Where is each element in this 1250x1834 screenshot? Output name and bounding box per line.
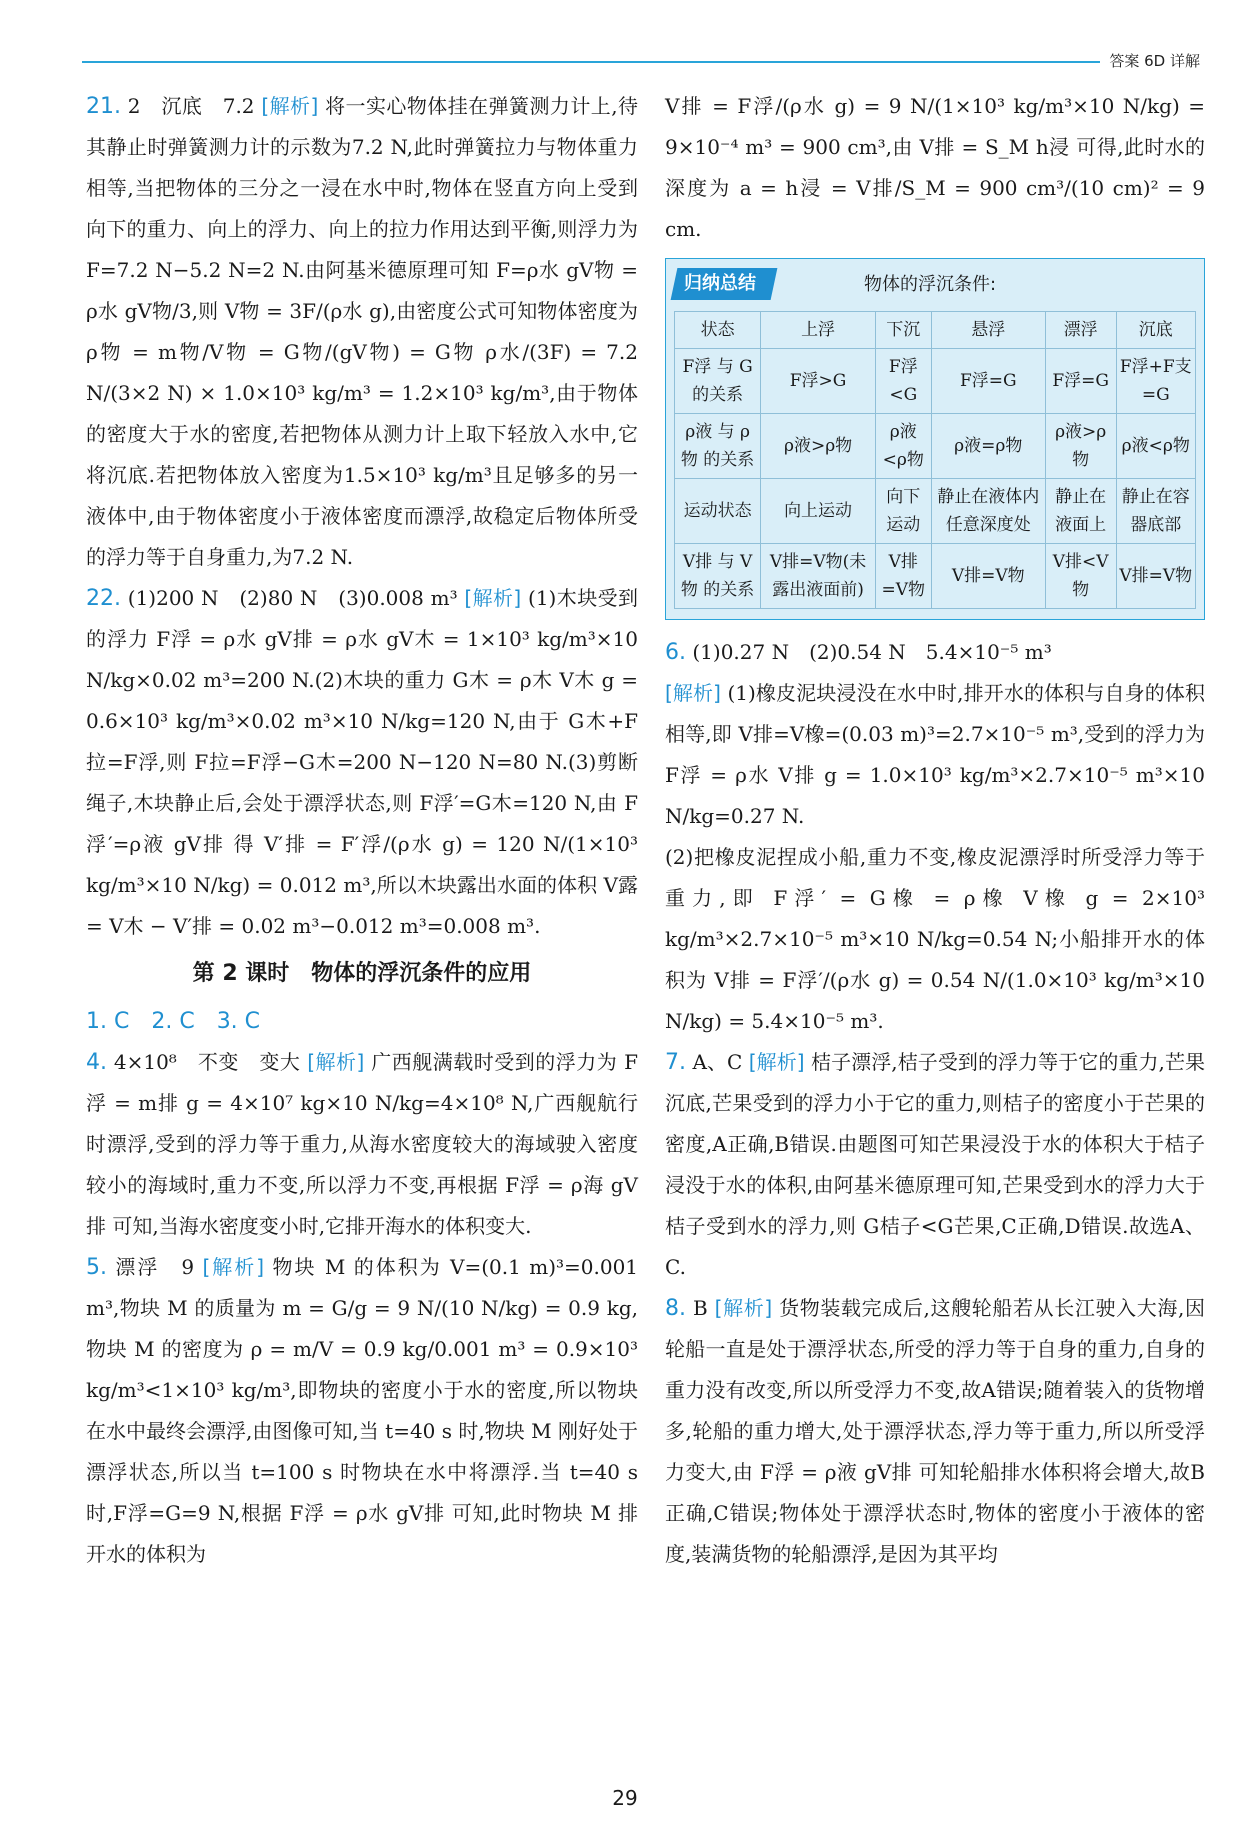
analysis-text: 桔子漂浮,桔子受到的浮力等于它的重力,芒果沉底,芒果受到的浮力小于它的重力,则桔子的密度小于芒果的密度,A正确,B错误.由题图可知芒果浸没于水的体积大于桔子浸没于水的体积,由阿基米德原理可知,芒果受到水的浮力大于桔子受到水的浮力,则 G桔子<G芒果,C正确,D错误.故选A、C. [665, 1050, 1206, 1279]
table-cell: ρ液 与 ρ物 的关系 [675, 414, 761, 479]
question-4 [86, 1042, 638, 1247]
table-cell: ρ液>ρ物 [1045, 414, 1116, 479]
analysis-text: 广西舰满载时受到的浮力为 F浮 = m排 g = 4×10⁷ kg×10 N/kg=4×10⁸ N,广西舰航行时漂浮,受到的浮力等于重力,从海水密度较大的海域驶入密度较小的海域时,重力不变,所以浮力不变,再根据 F浮 = ρ海 gV排 可知,当海水密度变小时,它排开海水的体积变大. [86, 1050, 639, 1238]
table-cell: V排 与 V物 的关系 [675, 544, 761, 609]
analysis-tag: [解析] [261, 94, 319, 118]
question-7 [665, 1042, 1205, 1288]
analysis-tag: [解析] [307, 1050, 365, 1074]
analysis-text: 物块 M 的体积为 V=(0.1 m)³=0.001 m³,物块 M 的质量为 m = G/g = 9 N/(10 N/kg) = 0.9 kg,物块 M 的密度为 ρ = m/V = 0.9 kg/0.001 m³ = 0.9×10³ kg/m³<1×10³ kg/m³,即物块的密度小于水的密度,所以物块在水中最终会漂浮,由图像可知,当 t=40 s 时,物块 M 刚好处于漂浮状态,所以当 t=100 s 时物块在水中将漂浮.当 t=40 s 时,F浮=G=9 N,根据 F浮 = ρ水 gV排 可知,此时物块 M 排开水的体积为 [86, 1255, 639, 1566]
table-cell: 向上运动 [761, 479, 876, 544]
table-cell: V排=V物(未露出液面前) [761, 544, 876, 609]
question-21 [86, 86, 638, 578]
table-row [675, 414, 1196, 479]
question-number: 22. [86, 586, 121, 611]
answer: (1)200 N (2)80 N (3)0.008 m³ [127, 586, 458, 610]
table-cell: F浮+F支=G [1116, 349, 1195, 414]
table-header-cell: 悬浮 [931, 312, 1045, 349]
question-22 [86, 578, 638, 947]
question-8 [665, 1288, 1205, 1575]
table-cell: V排<V物 [1045, 544, 1116, 609]
question-6-analysis-2: (2)把橡皮泥捏成小船,重力不变,橡皮泥漂浮时所受浮力等于重力,即 F浮′ = G橡 = ρ橡 V橡 g = 2×10³ kg/m³×2.7×10⁻⁵ m³×10 N/kg=0.54 N;小船排开水的体积为 V排 = F浮′/(ρ水 g) = 0.54 N/(1.0×10³ kg/m³×10 N/kg) = 5.4×10⁻⁵ m³. [665, 845, 1205, 1033]
table-cell: ρ液>ρ物 [761, 414, 876, 479]
question-number: 4. [86, 1050, 107, 1075]
table-cell: F浮=G [931, 349, 1045, 414]
float-sink-table [674, 311, 1196, 609]
question-5-continued: V排 = F浮/(ρ水 g) = 9 N/(1×10³ kg/m³×10 N/kg) = 9×10⁻⁴ m³ = 900 cm³,由 V排 = S_M h浸 可得,此时水的深度为 a = h浸 = V排/S_M = 900 cm³/(10 cm)² = 9 cm. [665, 94, 1205, 241]
header-rule [82, 61, 1100, 63]
table-row [675, 544, 1196, 609]
question-number: 5. [86, 1255, 107, 1280]
table-cell: F浮 与 G 的关系 [675, 349, 761, 414]
table-cell: ρ液<ρ物 [875, 414, 931, 479]
analysis-tag: [解析] [464, 586, 522, 610]
table-row [675, 479, 1196, 544]
table-header-cell: 下沉 [875, 312, 931, 349]
analysis-text: 货物装载完成后,这艘轮船若从长江驶入大海,因轮船一直是处于漂浮状态,所受的浮力等于自身的重力,自身的重力没有改变,所以所受浮力不变,故A错误;随着装入的货物增多,轮船的重力增大,处于漂浮状态,浮力等于重力,所以所受浮力变大,由 F浮 = ρ液 gV排 可知轮船排水体积将会增大,故B正确,C错误;物体处于漂浮状态时,物体的密度小于液体的密度,装满货物的轮船漂浮,是因为其平均 [665, 1296, 1205, 1566]
table-cell: V排=V物 [1116, 544, 1195, 609]
table-cell: 向下运动 [875, 479, 931, 544]
answer: 4×10⁸ 不变 变大 [113, 1050, 301, 1074]
table-cell: 静止在液体内任意深度处 [931, 479, 1045, 544]
questions-1-3: 1. C 2. C 3. C [86, 1009, 261, 1034]
page-number: 29 [612, 1786, 638, 1810]
analysis-text: (1)木块受到的浮力 F浮 = ρ水 gV排 = ρ水 gV木 = 1×10³ kg/m³×10 N/kg×0.02 m³=200 N.(2)木块的重力 G木 = ρ木 V木 g = 0.6×10³ kg/m³×0.02 m³×10 N/kg=120 N,由于 G木+F拉=F浮,则 F拉=F浮−G木=200 N−120 N=80 N.(3)剪断绳子,木块静止后,会处于漂浮状态,则 F浮′=G木=120 N,由 F浮′=ρ液 gV排 得 V′排 = F′浮/(ρ水 g) = 120 N/(1×10³ kg/m³×10 N/kg) = 0.012 m³,所以木块露出水面的体积 V露 = V木 − V′排 = 0.02 m³−0.012 m³=0.008 m³. [86, 586, 639, 938]
question-6 [665, 632, 1205, 673]
answer: B [692, 1296, 708, 1320]
table-cell: V排=V物 [875, 544, 931, 609]
summary-title: 物体的浮沉条件: [864, 273, 997, 295]
summary-header [674, 265, 1196, 303]
right-column [665, 86, 1205, 1575]
table-header-cell: 沉底 [1116, 312, 1195, 349]
table-cell: V排=V物 [931, 544, 1045, 609]
question-5 [86, 1247, 638, 1575]
analysis-text: 将一实心物体挂在弹簧测力计上,待其静止时弹簧测力计的示数为7.2 N,此时弹簧拉力与物体重力相等,当把物体的三分之一浸在水中时,物体在竖直方向上受到向下的重力、向上的浮力、向上的拉力作用达到平衡,则浮力为 F=7.2 N−5.2 N=2 N.由阿基米德原理可知 F=ρ水 gV物 = ρ水 gV物/3,则 V物 = 3F/(ρ水 g),由密度公式可知物体密度为 ρ物 = m物/V物 = G物/(gV物) = G物 ρ水/(3F) = 7.2 N/(3×2 N) × 1.0×10³ kg/m³ = 1.2×10³ kg/m³,由于物体的密度大于水的密度,若把物体从测力计上取下轻放入水中,它将沉底.若把物体放入密度为1.5×10³ kg/m³且足够多的另一液体中,由于物体密度小于液体密度而漂浮,故稳定后物体所受的浮力等于自身重力,为7.2 N. [86, 94, 639, 569]
analysis-tag: [解析] [714, 1296, 773, 1320]
table-cell: F浮<G [875, 349, 931, 414]
answer: 2 沉底 7.2 [127, 94, 255, 118]
table-cell: F浮>G [761, 349, 876, 414]
table-cell: ρ液=ρ物 [931, 414, 1045, 479]
section-title: 第 2 课时 物体的浮沉条件的应用 [192, 961, 532, 986]
question-number: 21. [86, 94, 121, 119]
table-cell: ρ液<ρ物 [1116, 414, 1195, 479]
table-cell: F浮=G [1045, 349, 1116, 414]
analysis-tag: [解析] [202, 1255, 265, 1279]
left-column [86, 86, 638, 1575]
table-header-cell: 状态 [675, 312, 761, 349]
table-cell: 静止在容器底部 [1116, 479, 1195, 544]
summary-badge: 归纳总结 [671, 268, 778, 300]
question-number: 6. [665, 640, 686, 665]
table-cell: 运动状态 [675, 479, 761, 544]
table-header-cell: 上浮 [761, 312, 876, 349]
table-header-cell: 漂浮 [1045, 312, 1116, 349]
answer: (1)0.27 N (2)0.54 N 5.4×10⁻⁵ m³ [692, 640, 1052, 664]
question-number: 7. [665, 1050, 686, 1075]
table-cell: 静止在液面上 [1045, 479, 1116, 544]
answer: 漂浮 9 [115, 1255, 195, 1279]
table-header-row [675, 312, 1196, 349]
question-6-analysis-1 [665, 673, 1205, 837]
answer: A、C [692, 1050, 743, 1074]
question-number: 8. [665, 1296, 686, 1321]
analysis-text: (1)橡皮泥块浸没在水中时,排开水的体积与自身的体积相等,即 V排=V橡=(0.03 m)³=2.7×10⁻⁵ m³,受到的浮力为 F浮 = ρ水 V排 g = 1.0×10³ kg/m³×2.7×10⁻⁵ m³×10 N/kg=0.27 N. [665, 681, 1206, 828]
analysis-tag: [解析] [748, 1050, 805, 1074]
analysis-tag: [解析] [665, 681, 721, 705]
summary-box [665, 258, 1205, 620]
table-row [675, 349, 1196, 414]
header-label: 答案 6D 详解 [1109, 52, 1200, 70]
